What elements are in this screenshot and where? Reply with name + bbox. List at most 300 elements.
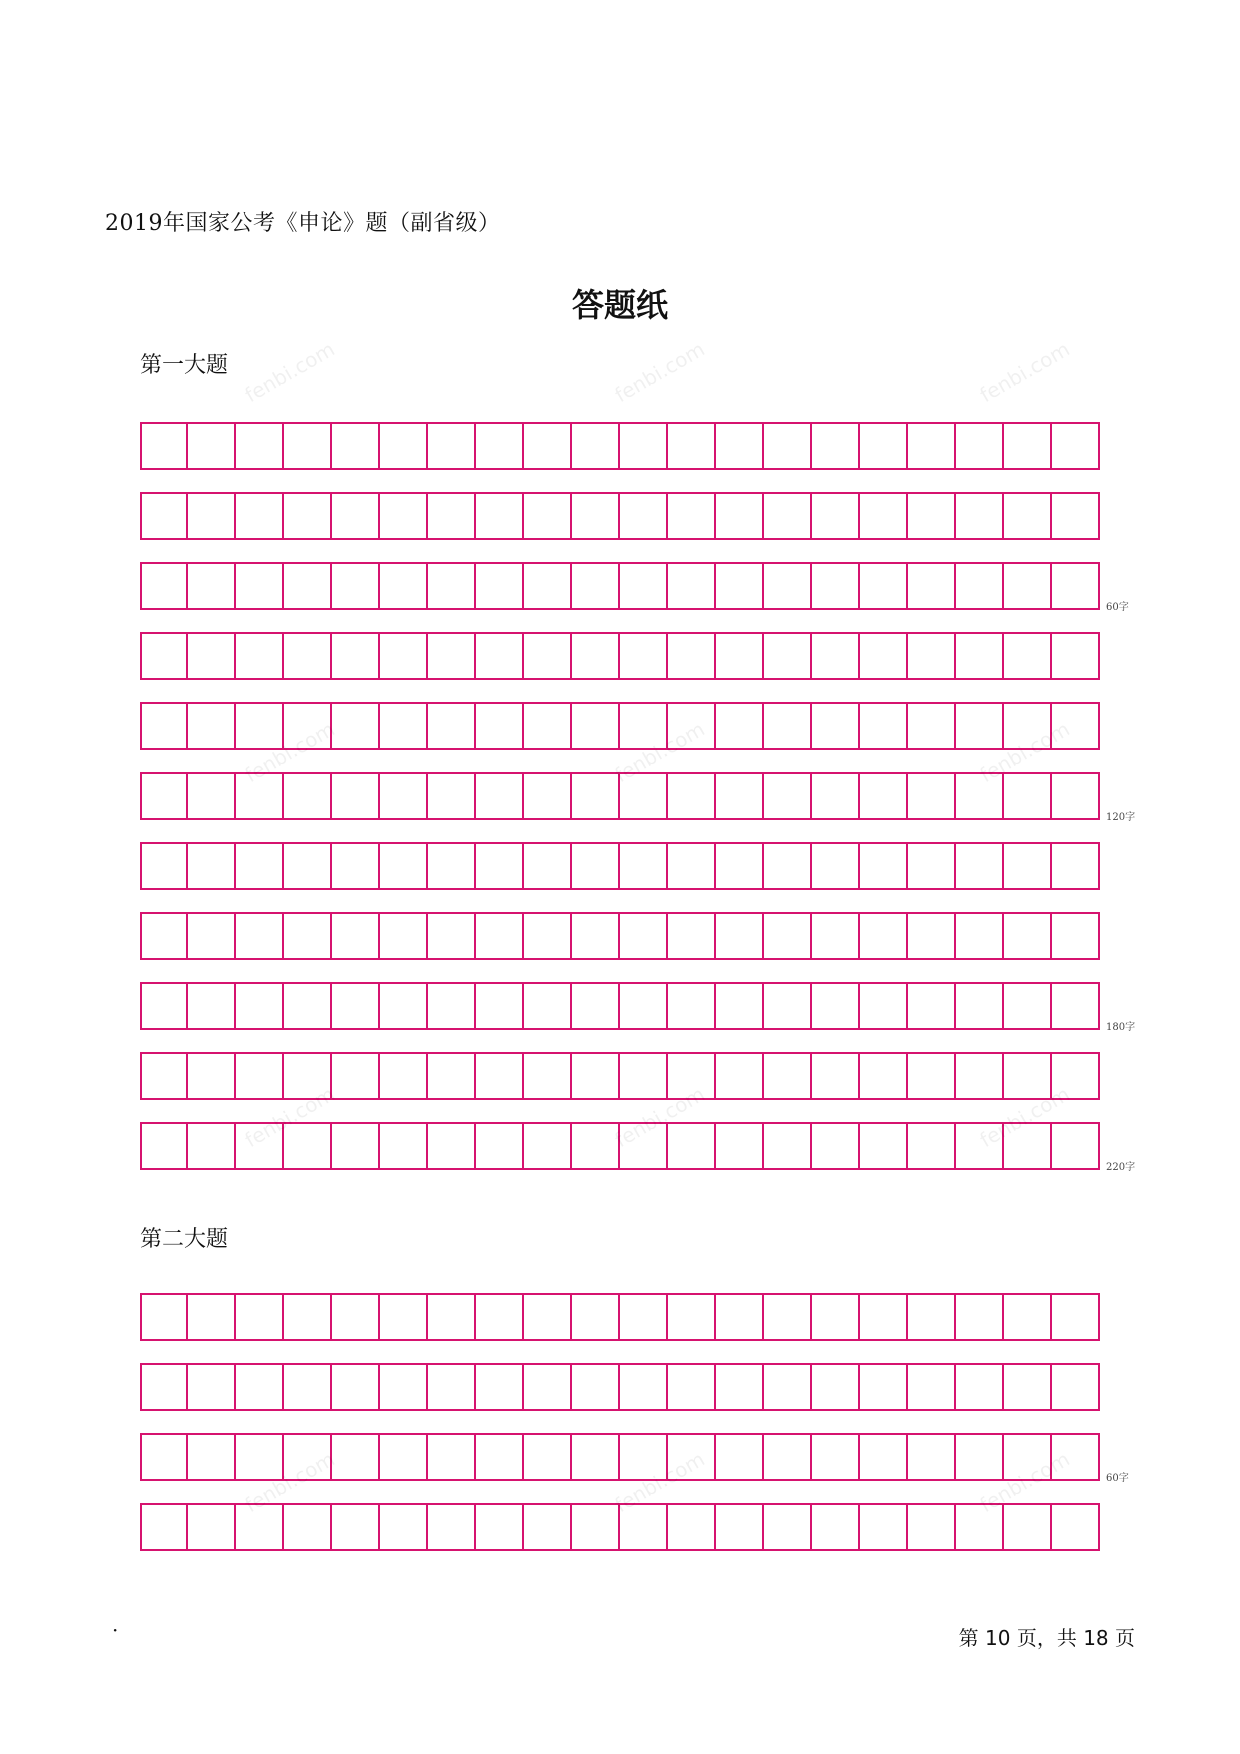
answer-cell[interactable] xyxy=(572,1052,620,1100)
answer-cell[interactable] xyxy=(1052,1503,1100,1551)
answer-cell[interactable] xyxy=(524,1293,572,1341)
answer-cell[interactable] xyxy=(908,1433,956,1481)
answer-cell[interactable] xyxy=(380,632,428,680)
answer-cell[interactable] xyxy=(524,842,572,890)
answer-cell[interactable] xyxy=(428,1433,476,1481)
answer-cell[interactable] xyxy=(1052,1363,1100,1411)
answer-cell[interactable] xyxy=(956,1293,1004,1341)
answer-cell[interactable] xyxy=(236,1052,284,1100)
answer-cell[interactable] xyxy=(860,982,908,1030)
answer-cell[interactable] xyxy=(1052,1433,1100,1481)
answer-cell[interactable] xyxy=(764,422,812,470)
answer-cell[interactable] xyxy=(476,1363,524,1411)
answer-cell[interactable] xyxy=(716,562,764,610)
answer-cell[interactable] xyxy=(620,1052,668,1100)
answer-cell[interactable] xyxy=(1004,1433,1052,1481)
answer-cell[interactable] xyxy=(668,772,716,820)
answer-cell[interactable] xyxy=(140,912,188,960)
answer-cell[interactable] xyxy=(236,492,284,540)
answer-cell[interactable] xyxy=(524,492,572,540)
answer-cell[interactable] xyxy=(524,1122,572,1170)
answer-cell[interactable] xyxy=(140,1052,188,1100)
answer-cell[interactable] xyxy=(716,1293,764,1341)
answer-cell[interactable] xyxy=(140,422,188,470)
answer-cell[interactable] xyxy=(284,632,332,680)
answer-cell[interactable] xyxy=(140,1122,188,1170)
answer-cell[interactable] xyxy=(668,1052,716,1100)
answer-cell[interactable] xyxy=(572,702,620,750)
answer-cell[interactable] xyxy=(1004,1363,1052,1411)
answer-cell[interactable] xyxy=(188,632,236,680)
answer-cell[interactable] xyxy=(860,1503,908,1551)
answer-cell[interactable] xyxy=(236,702,284,750)
answer-cell[interactable] xyxy=(764,842,812,890)
answer-cell[interactable] xyxy=(668,1293,716,1341)
answer-cell[interactable] xyxy=(476,562,524,610)
answer-cell[interactable] xyxy=(716,1122,764,1170)
answer-cell[interactable] xyxy=(572,842,620,890)
answer-cell[interactable] xyxy=(860,562,908,610)
answer-cell[interactable] xyxy=(380,1433,428,1481)
answer-cell[interactable] xyxy=(284,842,332,890)
answer-cell[interactable] xyxy=(764,1122,812,1170)
answer-cell[interactable] xyxy=(716,1433,764,1481)
answer-cell[interactable] xyxy=(332,1293,380,1341)
answer-cell[interactable] xyxy=(860,912,908,960)
answer-cell[interactable] xyxy=(476,1052,524,1100)
answer-cell[interactable] xyxy=(188,1433,236,1481)
answer-cell[interactable] xyxy=(716,1503,764,1551)
answer-cell[interactable] xyxy=(1004,1052,1052,1100)
answer-cell[interactable] xyxy=(140,1433,188,1481)
answer-cell[interactable] xyxy=(668,912,716,960)
answer-cell[interactable] xyxy=(716,422,764,470)
answer-cell[interactable] xyxy=(1052,772,1100,820)
answer-cell[interactable] xyxy=(572,1293,620,1341)
answer-cell[interactable] xyxy=(956,632,1004,680)
answer-cell[interactable] xyxy=(956,772,1004,820)
answer-cell[interactable] xyxy=(572,1433,620,1481)
answer-cell[interactable] xyxy=(620,982,668,1030)
answer-cell[interactable] xyxy=(764,912,812,960)
answer-cell[interactable] xyxy=(140,1503,188,1551)
answer-cell[interactable] xyxy=(428,702,476,750)
answer-cell[interactable] xyxy=(764,492,812,540)
answer-cell[interactable] xyxy=(284,912,332,960)
answer-cell[interactable] xyxy=(284,702,332,750)
answer-cell[interactable] xyxy=(380,772,428,820)
answer-cell[interactable] xyxy=(332,1122,380,1170)
answer-cell[interactable] xyxy=(188,492,236,540)
answer-cell[interactable] xyxy=(476,632,524,680)
answer-cell[interactable] xyxy=(908,702,956,750)
answer-cell[interactable] xyxy=(332,1363,380,1411)
answer-cell[interactable] xyxy=(620,492,668,540)
answer-cell[interactable] xyxy=(332,1503,380,1551)
answer-cell[interactable] xyxy=(524,1363,572,1411)
answer-cell[interactable] xyxy=(140,492,188,540)
answer-cell[interactable] xyxy=(956,912,1004,960)
answer-cell[interactable] xyxy=(332,842,380,890)
answer-cell[interactable] xyxy=(908,1293,956,1341)
answer-cell[interactable] xyxy=(620,1433,668,1481)
answer-cell[interactable] xyxy=(476,912,524,960)
answer-cell[interactable] xyxy=(1052,1293,1100,1341)
answer-cell[interactable] xyxy=(764,632,812,680)
answer-cell[interactable] xyxy=(476,1122,524,1170)
answer-cell[interactable] xyxy=(668,492,716,540)
answer-cell[interactable] xyxy=(188,1363,236,1411)
answer-cell[interactable] xyxy=(572,912,620,960)
answer-cell[interactable] xyxy=(668,1363,716,1411)
answer-cell[interactable] xyxy=(188,1293,236,1341)
answer-cell[interactable] xyxy=(668,702,716,750)
answer-cell[interactable] xyxy=(668,1503,716,1551)
answer-cell[interactable] xyxy=(956,422,1004,470)
answer-cell[interactable] xyxy=(620,912,668,960)
answer-cell[interactable] xyxy=(380,1052,428,1100)
answer-cell[interactable] xyxy=(188,422,236,470)
answer-cell[interactable] xyxy=(668,842,716,890)
answer-cell[interactable] xyxy=(284,562,332,610)
answer-cell[interactable] xyxy=(812,1122,860,1170)
answer-cell[interactable] xyxy=(716,632,764,680)
answer-cell[interactable] xyxy=(668,982,716,1030)
answer-cell[interactable] xyxy=(140,702,188,750)
answer-cell[interactable] xyxy=(1052,632,1100,680)
answer-cell[interactable] xyxy=(524,562,572,610)
answer-cell[interactable] xyxy=(956,1363,1004,1411)
answer-cell[interactable] xyxy=(284,1503,332,1551)
answer-cell[interactable] xyxy=(572,492,620,540)
answer-cell[interactable] xyxy=(140,632,188,680)
answer-cell[interactable] xyxy=(1004,842,1052,890)
answer-cell[interactable] xyxy=(284,1122,332,1170)
answer-cell[interactable] xyxy=(428,1363,476,1411)
answer-cell[interactable] xyxy=(284,1433,332,1481)
answer-cell[interactable] xyxy=(812,562,860,610)
answer-cell[interactable] xyxy=(764,1503,812,1551)
answer-cell[interactable] xyxy=(1052,982,1100,1030)
answer-cell[interactable] xyxy=(476,422,524,470)
answer-cell[interactable] xyxy=(332,772,380,820)
answer-cell[interactable] xyxy=(524,632,572,680)
answer-cell[interactable] xyxy=(476,1503,524,1551)
answer-cell[interactable] xyxy=(860,1293,908,1341)
answer-cell[interactable] xyxy=(908,982,956,1030)
answer-cell[interactable] xyxy=(524,702,572,750)
answer-cell[interactable] xyxy=(812,702,860,750)
answer-cell[interactable] xyxy=(956,492,1004,540)
answer-cell[interactable] xyxy=(620,1122,668,1170)
answer-cell[interactable] xyxy=(284,982,332,1030)
answer-cell[interactable] xyxy=(908,562,956,610)
answer-cell[interactable] xyxy=(380,1363,428,1411)
answer-cell[interactable] xyxy=(908,772,956,820)
answer-cell[interactable] xyxy=(908,1052,956,1100)
answer-cell[interactable] xyxy=(236,842,284,890)
answer-cell[interactable] xyxy=(572,982,620,1030)
answer-cell[interactable] xyxy=(428,982,476,1030)
answer-cell[interactable] xyxy=(1052,912,1100,960)
answer-cell[interactable] xyxy=(764,562,812,610)
answer-cell[interactable] xyxy=(908,1122,956,1170)
answer-cell[interactable] xyxy=(188,772,236,820)
answer-cell[interactable] xyxy=(428,1503,476,1551)
answer-cell[interactable] xyxy=(1052,702,1100,750)
answer-cell[interactable] xyxy=(860,772,908,820)
answer-cell[interactable] xyxy=(332,982,380,1030)
answer-cell[interactable] xyxy=(188,702,236,750)
answer-cell[interactable] xyxy=(284,1293,332,1341)
answer-cell[interactable] xyxy=(476,1433,524,1481)
answer-cell[interactable] xyxy=(812,1363,860,1411)
answer-cell[interactable] xyxy=(1004,1293,1052,1341)
answer-cell[interactable] xyxy=(380,492,428,540)
answer-cell[interactable] xyxy=(284,1052,332,1100)
answer-cell[interactable] xyxy=(812,632,860,680)
answer-cell[interactable] xyxy=(716,772,764,820)
answer-cell[interactable] xyxy=(860,1052,908,1100)
answer-cell[interactable] xyxy=(668,1122,716,1170)
answer-cell[interactable] xyxy=(332,702,380,750)
answer-cell[interactable] xyxy=(428,422,476,470)
answer-cell[interactable] xyxy=(236,1293,284,1341)
answer-cell[interactable] xyxy=(812,982,860,1030)
answer-cell[interactable] xyxy=(140,1293,188,1341)
answer-cell[interactable] xyxy=(1004,772,1052,820)
answer-cell[interactable] xyxy=(428,772,476,820)
answer-cell[interactable] xyxy=(668,562,716,610)
answer-cell[interactable] xyxy=(860,702,908,750)
answer-cell[interactable] xyxy=(188,982,236,1030)
answer-cell[interactable] xyxy=(1052,422,1100,470)
answer-cell[interactable] xyxy=(236,772,284,820)
answer-cell[interactable] xyxy=(140,982,188,1030)
answer-cell[interactable] xyxy=(188,842,236,890)
answer-cell[interactable] xyxy=(284,1363,332,1411)
answer-cell[interactable] xyxy=(428,562,476,610)
answer-cell[interactable] xyxy=(332,632,380,680)
answer-cell[interactable] xyxy=(524,1503,572,1551)
answer-cell[interactable] xyxy=(860,842,908,890)
answer-cell[interactable] xyxy=(1004,492,1052,540)
answer-cell[interactable] xyxy=(908,842,956,890)
answer-cell[interactable] xyxy=(620,842,668,890)
answer-cell[interactable] xyxy=(572,422,620,470)
answer-cell[interactable] xyxy=(428,912,476,960)
answer-cell[interactable] xyxy=(524,912,572,960)
answer-cell[interactable] xyxy=(524,982,572,1030)
answer-cell[interactable] xyxy=(908,422,956,470)
answer-cell[interactable] xyxy=(236,632,284,680)
answer-cell[interactable] xyxy=(380,1122,428,1170)
answer-cell[interactable] xyxy=(476,492,524,540)
answer-cell[interactable] xyxy=(1004,982,1052,1030)
answer-cell[interactable] xyxy=(956,562,1004,610)
answer-cell[interactable] xyxy=(668,1433,716,1481)
answer-cell[interactable] xyxy=(812,842,860,890)
answer-cell[interactable] xyxy=(284,492,332,540)
answer-cell[interactable] xyxy=(956,1503,1004,1551)
answer-cell[interactable] xyxy=(428,632,476,680)
answer-cell[interactable] xyxy=(524,422,572,470)
answer-cell[interactable] xyxy=(716,982,764,1030)
answer-cell[interactable] xyxy=(236,562,284,610)
answer-cell[interactable] xyxy=(668,422,716,470)
answer-cell[interactable] xyxy=(908,1503,956,1551)
answer-cell[interactable] xyxy=(908,492,956,540)
answer-cell[interactable] xyxy=(620,1503,668,1551)
answer-cell[interactable] xyxy=(476,772,524,820)
answer-cell[interactable] xyxy=(476,842,524,890)
answer-cell[interactable] xyxy=(236,1363,284,1411)
answer-cell[interactable] xyxy=(620,562,668,610)
answer-cell[interactable] xyxy=(764,1293,812,1341)
answer-cell[interactable] xyxy=(428,1122,476,1170)
answer-cell[interactable] xyxy=(380,842,428,890)
answer-cell[interactable] xyxy=(620,702,668,750)
answer-cell[interactable] xyxy=(860,1122,908,1170)
answer-cell[interactable] xyxy=(860,422,908,470)
answer-cell[interactable] xyxy=(428,1052,476,1100)
answer-cell[interactable] xyxy=(572,1363,620,1411)
answer-cell[interactable] xyxy=(956,1433,1004,1481)
answer-cell[interactable] xyxy=(764,982,812,1030)
answer-cell[interactable] xyxy=(1004,422,1052,470)
answer-cell[interactable] xyxy=(812,422,860,470)
answer-cell[interactable] xyxy=(620,1293,668,1341)
answer-cell[interactable] xyxy=(428,842,476,890)
answer-cell[interactable] xyxy=(620,772,668,820)
answer-cell[interactable] xyxy=(1052,842,1100,890)
answer-cell[interactable] xyxy=(1004,702,1052,750)
answer-cell[interactable] xyxy=(188,562,236,610)
answer-cell[interactable] xyxy=(812,492,860,540)
answer-cell[interactable] xyxy=(860,1363,908,1411)
answer-cell[interactable] xyxy=(188,1503,236,1551)
answer-cell[interactable] xyxy=(476,1293,524,1341)
answer-cell[interactable] xyxy=(524,772,572,820)
answer-cell[interactable] xyxy=(236,1433,284,1481)
answer-cell[interactable] xyxy=(380,1503,428,1551)
answer-cell[interactable] xyxy=(332,492,380,540)
answer-cell[interactable] xyxy=(1004,1122,1052,1170)
answer-cell[interactable] xyxy=(1052,492,1100,540)
answer-cell[interactable] xyxy=(764,1052,812,1100)
answer-cell[interactable] xyxy=(236,1503,284,1551)
answer-cell[interactable] xyxy=(812,1503,860,1551)
answer-cell[interactable] xyxy=(764,772,812,820)
answer-cell[interactable] xyxy=(572,772,620,820)
answer-cell[interactable] xyxy=(140,1363,188,1411)
answer-cell[interactable] xyxy=(956,702,1004,750)
answer-cell[interactable] xyxy=(764,1363,812,1411)
answer-cell[interactable] xyxy=(764,1433,812,1481)
answer-cell[interactable] xyxy=(908,1363,956,1411)
answer-cell[interactable] xyxy=(332,1433,380,1481)
answer-cell[interactable] xyxy=(572,562,620,610)
answer-cell[interactable] xyxy=(572,1503,620,1551)
answer-cell[interactable] xyxy=(716,1052,764,1100)
answer-cell[interactable] xyxy=(236,422,284,470)
answer-cell[interactable] xyxy=(140,562,188,610)
answer-cell[interactable] xyxy=(1004,562,1052,610)
answer-cell[interactable] xyxy=(188,1122,236,1170)
answer-cell[interactable] xyxy=(236,1122,284,1170)
answer-cell[interactable] xyxy=(332,422,380,470)
answer-cell[interactable] xyxy=(1004,632,1052,680)
answer-cell[interactable] xyxy=(188,912,236,960)
answer-cell[interactable] xyxy=(860,1433,908,1481)
answer-cell[interactable] xyxy=(1052,1122,1100,1170)
answer-cell[interactable] xyxy=(716,1363,764,1411)
answer-cell[interactable] xyxy=(476,982,524,1030)
answer-cell[interactable] xyxy=(812,772,860,820)
answer-cell[interactable] xyxy=(332,912,380,960)
answer-cell[interactable] xyxy=(1052,1052,1100,1100)
answer-cell[interactable] xyxy=(764,702,812,750)
answer-cell[interactable] xyxy=(620,422,668,470)
answer-cell[interactable] xyxy=(620,632,668,680)
answer-cell[interactable] xyxy=(716,842,764,890)
answer-cell[interactable] xyxy=(140,772,188,820)
answer-cell[interactable] xyxy=(380,1293,428,1341)
answer-cell[interactable] xyxy=(716,702,764,750)
answer-cell[interactable] xyxy=(668,632,716,680)
answer-cell[interactable] xyxy=(1004,1503,1052,1551)
answer-cell[interactable] xyxy=(284,772,332,820)
answer-cell[interactable] xyxy=(812,1293,860,1341)
answer-cell[interactable] xyxy=(140,842,188,890)
answer-cell[interactable] xyxy=(716,492,764,540)
answer-cell[interactable] xyxy=(956,982,1004,1030)
answer-cell[interactable] xyxy=(812,1052,860,1100)
answer-cell[interactable] xyxy=(380,422,428,470)
answer-cell[interactable] xyxy=(716,912,764,960)
answer-cell[interactable] xyxy=(572,1122,620,1170)
answer-cell[interactable] xyxy=(524,1433,572,1481)
answer-cell[interactable] xyxy=(1004,912,1052,960)
answer-cell[interactable] xyxy=(908,912,956,960)
answer-cell[interactable] xyxy=(236,982,284,1030)
answer-cell[interactable] xyxy=(956,842,1004,890)
answer-cell[interactable] xyxy=(860,492,908,540)
answer-cell[interactable] xyxy=(1052,562,1100,610)
answer-cell[interactable] xyxy=(380,912,428,960)
answer-cell[interactable] xyxy=(380,702,428,750)
answer-cell[interactable] xyxy=(476,702,524,750)
answer-cell[interactable] xyxy=(908,632,956,680)
answer-cell[interactable] xyxy=(524,1052,572,1100)
answer-cell[interactable] xyxy=(956,1122,1004,1170)
answer-cell[interactable] xyxy=(236,912,284,960)
answer-cell[interactable] xyxy=(956,1052,1004,1100)
answer-cell[interactable] xyxy=(380,982,428,1030)
answer-cell[interactable] xyxy=(812,1433,860,1481)
answer-cell[interactable] xyxy=(428,1293,476,1341)
answer-cell[interactable] xyxy=(812,912,860,960)
answer-cell[interactable] xyxy=(572,632,620,680)
answer-cell[interactable] xyxy=(332,1052,380,1100)
answer-cell[interactable] xyxy=(332,562,380,610)
answer-cell[interactable] xyxy=(620,1363,668,1411)
answer-cell[interactable] xyxy=(188,1052,236,1100)
answer-cell[interactable] xyxy=(428,492,476,540)
answer-cell[interactable] xyxy=(380,562,428,610)
answer-cell[interactable] xyxy=(860,632,908,680)
answer-cell[interactable] xyxy=(284,422,332,470)
